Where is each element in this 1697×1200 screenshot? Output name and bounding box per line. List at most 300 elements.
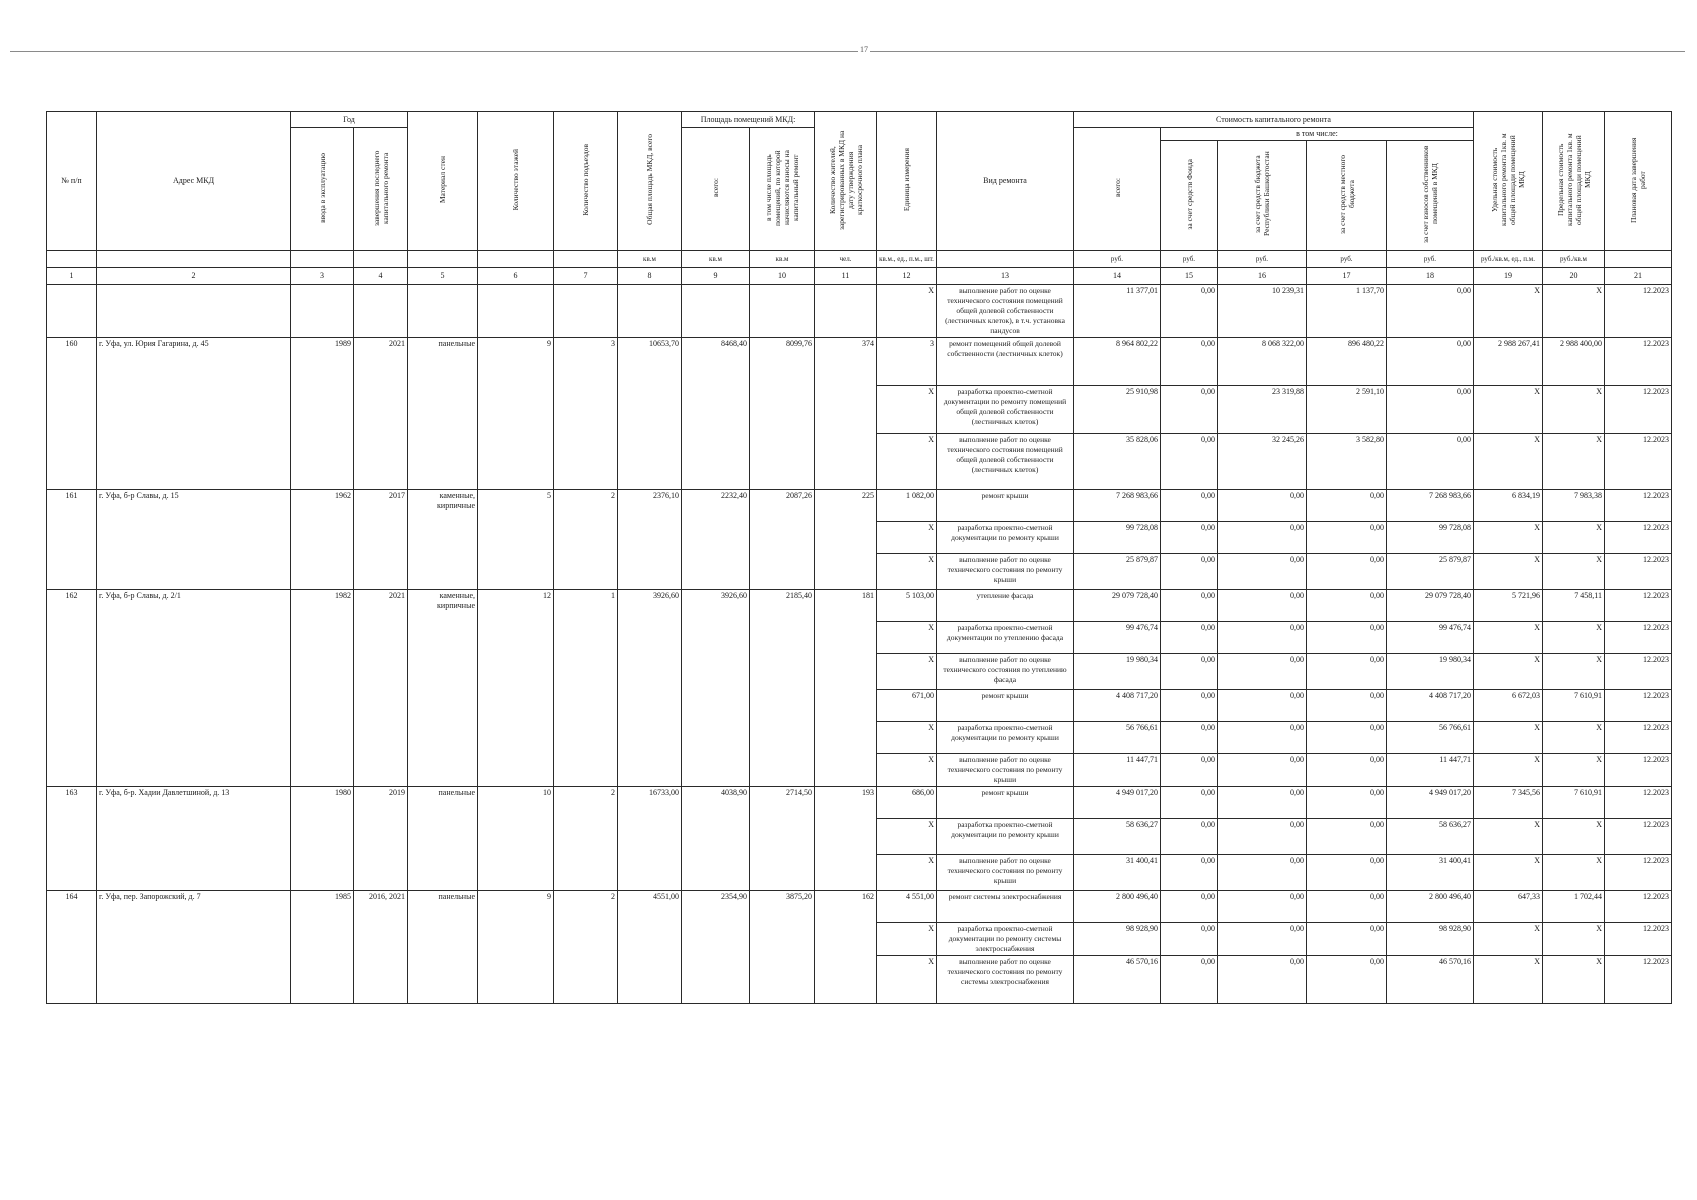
cost-owners: 4 408 717,20 [1387, 690, 1474, 722]
plan-date: 12.2023 [1605, 754, 1672, 787]
cost-rb: 0,00 [1218, 722, 1307, 754]
max-cost: X [1543, 285, 1605, 338]
specific-cost: X [1474, 722, 1543, 754]
work-type: утепление фасада [937, 590, 1074, 622]
unit-value: 5 103,00 [877, 590, 937, 622]
cost-total: 31 400,41 [1074, 855, 1161, 891]
unit-value: 4 551,00 [877, 891, 937, 923]
work-type: выполнение работ по оценке технического состояния помещений общей долевой собственности (лестничных клеток), в т.ч. установка пандусов [937, 285, 1074, 338]
header-premises-repair: в том числе площадь помещений, по которой начисляются взносы на капитальный ремонт [750, 128, 815, 251]
plan-date: 12.2023 [1605, 434, 1672, 490]
specific-cost: 7 345,56 [1474, 787, 1543, 819]
cost-local: 0,00 [1307, 891, 1387, 923]
cost-local: 0,00 [1307, 522, 1387, 554]
row-year-commission: 1962 [291, 490, 354, 590]
max-cost: 7 983,38 [1543, 490, 1605, 522]
specific-cost: X [1474, 522, 1543, 554]
cost-rb: 0,00 [1218, 819, 1307, 855]
table-row [47, 787, 1672, 819]
empty-cell [97, 285, 291, 338]
header-num: № п/п [47, 112, 97, 251]
cost-owners: 0,00 [1387, 434, 1474, 490]
cost-owners: 0,00 [1387, 386, 1474, 434]
cost-total: 98 928,90 [1074, 923, 1161, 956]
row-wall-material: каменные, кирпичные [408, 490, 478, 590]
cost-owners: 25 879,87 [1387, 554, 1474, 590]
unit-value: X [877, 754, 937, 787]
header-budget-local: за счет средств местного бюджета [1307, 141, 1387, 251]
row-wall-material: панельные [408, 787, 478, 891]
col-number: 21 [1605, 268, 1672, 285]
cost-owners: 46 570,16 [1387, 956, 1474, 1004]
row-num: 161 [47, 490, 97, 590]
work-type: выполнение работ по оценке технического состояния по утеплению фасада [937, 654, 1074, 690]
work-type: разработка проектно-сметной документации по утеплению фасада [937, 622, 1074, 654]
row-address: г. Уфа, б-р Славы, д. 2/1 [97, 590, 291, 787]
unit-value: 671,00 [877, 690, 937, 722]
header-specific-cost: Удельная стоимость капитального ремонта 1кв. м общей площади помещений МКД [1474, 112, 1543, 251]
cost-total: 56 766,61 [1074, 722, 1161, 754]
row-premises-total: 4038,90 [682, 787, 750, 891]
continuation-row [47, 285, 1672, 338]
unit-value: X [877, 654, 937, 690]
unit-c20: руб./кв.м [1543, 251, 1605, 268]
cost-local: 0,00 [1307, 787, 1387, 819]
row-premises-repair: 2087,26 [750, 490, 815, 590]
cost-rb: 0,00 [1218, 754, 1307, 787]
header-year-last-repair: завершения последнего капитального ремонта [354, 128, 408, 251]
cost-local: 0,00 [1307, 923, 1387, 956]
plan-date: 12.2023 [1605, 522, 1672, 554]
row-floors: 9 [478, 338, 554, 490]
max-cost: 7 458,11 [1543, 590, 1605, 622]
row-floors: 5 [478, 490, 554, 590]
row-total-area: 10653,70 [618, 338, 682, 490]
specific-cost: 6 672,03 [1474, 690, 1543, 722]
cost-owners: 0,00 [1387, 338, 1474, 386]
row-premises-repair: 3875,20 [750, 891, 815, 1004]
row-entrances: 1 [554, 590, 618, 787]
row-floors: 10 [478, 787, 554, 891]
cost-total: 7 268 983,66 [1074, 490, 1161, 522]
unit-c11: чел. [815, 251, 877, 268]
empty-cell [354, 285, 408, 338]
unit-cell [354, 251, 408, 268]
col-number: 15 [1161, 268, 1218, 285]
cost-rb: 0,00 [1218, 490, 1307, 522]
cost-local: 0,00 [1307, 690, 1387, 722]
max-cost: X [1543, 722, 1605, 754]
row-premises-total: 2232,40 [682, 490, 750, 590]
table-row [47, 490, 1672, 522]
cost-rb: 0,00 [1218, 622, 1307, 654]
cost-owners: 2 800 496,40 [1387, 891, 1474, 923]
cost-rb: 0,00 [1218, 923, 1307, 956]
empty-cell [815, 285, 877, 338]
row-entrances: 2 [554, 490, 618, 590]
row-premises-repair: 8099,76 [750, 338, 815, 490]
row-total-area: 4551,00 [618, 891, 682, 1004]
header-year-group: Год [291, 112, 408, 128]
header-residents: Количество жителей, зарегистрированных в МКД на дату утверждения краткосрочного плана [815, 112, 877, 251]
col-number: 9 [682, 268, 750, 285]
header-premises-total: всего: [682, 128, 750, 251]
row-year-commission: 1982 [291, 590, 354, 787]
cost-local: 0,00 [1307, 490, 1387, 522]
cost-total: 99 476,74 [1074, 622, 1161, 654]
cost-fund: 0,00 [1161, 622, 1218, 654]
unit-c14: руб. [1074, 251, 1161, 268]
max-cost: X [1543, 754, 1605, 787]
unit-c16: руб. [1218, 251, 1307, 268]
max-cost: 7 610,91 [1543, 787, 1605, 819]
cost-owners: 31 400,41 [1387, 855, 1474, 891]
header-year-commission: ввода в эксплуатацию [291, 128, 354, 251]
unit-value: X [877, 855, 937, 891]
cost-total: 25 910,98 [1074, 386, 1161, 434]
specific-cost: X [1474, 554, 1543, 590]
row-year-last-repair: 2021 [354, 338, 408, 490]
cost-fund: 0,00 [1161, 386, 1218, 434]
cost-fund: 0,00 [1161, 855, 1218, 891]
specific-cost: X [1474, 386, 1543, 434]
plan-date: 12.2023 [1605, 590, 1672, 622]
page-top-rule [10, 51, 1685, 52]
specific-cost: 5 721,96 [1474, 590, 1543, 622]
cost-owners: 19 980,34 [1387, 654, 1474, 690]
cost-rb: 32 245,26 [1218, 434, 1307, 490]
row-total-area: 16733,00 [618, 787, 682, 891]
cost-fund: 0,00 [1161, 434, 1218, 490]
cost-rb: 0,00 [1218, 787, 1307, 819]
col-number: 8 [618, 268, 682, 285]
empty-cell [291, 285, 354, 338]
cost-local: 0,00 [1307, 590, 1387, 622]
unit-cell [478, 251, 554, 268]
cost-fund: 0,00 [1161, 891, 1218, 923]
plan-date: 12.2023 [1605, 654, 1672, 690]
col-number: 1 [47, 268, 97, 285]
empty-cell [47, 285, 97, 338]
cost-local: 0,00 [1307, 622, 1387, 654]
cost-total: 25 879,87 [1074, 554, 1161, 590]
row-entrances: 3 [554, 338, 618, 490]
unit-value: X [877, 956, 937, 1004]
cost-fund: 0,00 [1161, 554, 1218, 590]
cost-total: 2 800 496,40 [1074, 891, 1161, 923]
cost-fund: 0,00 [1161, 690, 1218, 722]
cost-owners: 98 928,90 [1387, 923, 1474, 956]
unit-value: X [877, 819, 937, 855]
cost-fund: 0,00 [1161, 522, 1218, 554]
cost-fund: 0,00 [1161, 956, 1218, 1004]
max-cost: X [1543, 923, 1605, 956]
unit-c12: кв.м., ед., п.м., шт. [877, 251, 937, 268]
cost-local: 896 480,22 [1307, 338, 1387, 386]
col-number: 5 [408, 268, 478, 285]
row-year-commission: 1980 [291, 787, 354, 891]
work-type: ремонт крыши [937, 787, 1074, 819]
cost-total: 58 636,27 [1074, 819, 1161, 855]
unit-c10: кв.м [750, 251, 815, 268]
header-plan-date: Плановая дата завершения работ [1605, 112, 1672, 251]
row-total-area: 3926,60 [618, 590, 682, 787]
header-fund: за счет средств Фонда [1161, 141, 1218, 251]
plan-date: 12.2023 [1605, 338, 1672, 386]
work-type: разработка проектно-сметной документации по ремонту крыши [937, 819, 1074, 855]
row-residents: 193 [815, 787, 877, 891]
unit-cell [291, 251, 354, 268]
col-number: 17 [1307, 268, 1387, 285]
specific-cost: X [1474, 654, 1543, 690]
specific-cost: X [1474, 956, 1543, 1004]
unit-value: X [877, 285, 937, 338]
cost-local: 0,00 [1307, 855, 1387, 891]
page-number: 17 [860, 45, 868, 54]
cost-rb: 23 319,88 [1218, 386, 1307, 434]
max-cost: 2 988 400,00 [1543, 338, 1605, 386]
cost-rb: 10 239,31 [1218, 285, 1307, 338]
cost-total: 19 980,34 [1074, 654, 1161, 690]
row-address: г. Уфа, ул. Юрия Гагарина, д. 45 [97, 338, 291, 490]
unit-c9: кв.м [682, 251, 750, 268]
max-cost: X [1543, 622, 1605, 654]
col-number: 13 [937, 268, 1074, 285]
row-year-last-repair: 2016, 2021 [354, 891, 408, 1004]
row-total-area: 2376,10 [618, 490, 682, 590]
unit-cell [408, 251, 478, 268]
unit-value: X [877, 923, 937, 956]
capital-repair-table [46, 111, 1672, 1004]
row-address: г. Уфа, б-р. Хадии Давлетшиной, д. 13 [97, 787, 291, 891]
work-type: разработка проектно-сметной документации по ремонту крыши [937, 522, 1074, 554]
unit-value: 3 [877, 338, 937, 386]
plan-date: 12.2023 [1605, 285, 1672, 338]
cost-local: 0,00 [1307, 754, 1387, 787]
cost-local: 0,00 [1307, 654, 1387, 690]
unit-cell [937, 251, 1074, 268]
table-row [47, 338, 1672, 386]
header-unit: Единица измерения [877, 112, 937, 251]
unit-value: 1 082,00 [877, 490, 937, 522]
plan-date: 12.2023 [1605, 622, 1672, 654]
table-row [47, 891, 1672, 923]
work-type: разработка проектно-сметной документации по ремонту системы электроснабжения [937, 923, 1074, 956]
col-number: 11 [815, 268, 877, 285]
cost-total: 29 079 728,40 [1074, 590, 1161, 622]
empty-cell [408, 285, 478, 338]
unit-value: X [877, 434, 937, 490]
cost-owners: 0,00 [1387, 285, 1474, 338]
row-year-commission: 1985 [291, 891, 354, 1004]
header-cost-group: Стоимость капитального ремонта [1074, 112, 1474, 128]
cost-owners: 29 079 728,40 [1387, 590, 1474, 622]
cost-rb: 0,00 [1218, 522, 1307, 554]
work-type: ремонт крыши [937, 490, 1074, 522]
row-residents: 374 [815, 338, 877, 490]
row-wall-material: панельные [408, 891, 478, 1004]
col-number: 7 [554, 268, 618, 285]
cost-rb: 0,00 [1218, 956, 1307, 1004]
plan-date: 12.2023 [1605, 891, 1672, 923]
cost-total: 35 828,06 [1074, 434, 1161, 490]
col-number: 12 [877, 268, 937, 285]
plan-date: 12.2023 [1605, 787, 1672, 819]
work-type: выполнение работ по оценке технического состояния по ремонту крыши [937, 754, 1074, 787]
cost-fund: 0,00 [1161, 490, 1218, 522]
plan-date: 12.2023 [1605, 690, 1672, 722]
unit-value: X [877, 554, 937, 590]
cost-total: 11 377,01 [1074, 285, 1161, 338]
empty-cell [750, 285, 815, 338]
row-floors: 9 [478, 891, 554, 1004]
unit-c15: руб. [1161, 251, 1218, 268]
specific-cost: 2 988 267,41 [1474, 338, 1543, 386]
header-owners: за счет взносов собственников помещений в МКД [1387, 141, 1474, 251]
cost-fund: 0,00 [1161, 285, 1218, 338]
header-entrances: Количество подъездов [554, 112, 618, 251]
header-total-area: Общая площадь МКД, всего [618, 112, 682, 251]
col-number: 4 [354, 268, 408, 285]
specific-cost: 647,33 [1474, 891, 1543, 923]
header-floors: Количество этажей [478, 112, 554, 251]
header-incl: в том числе: [1161, 128, 1474, 141]
col-number: 19 [1474, 268, 1543, 285]
specific-cost: X [1474, 754, 1543, 787]
work-type: выполнение работ по оценке технического состояния по ремонту крыши [937, 855, 1074, 891]
plan-date: 12.2023 [1605, 722, 1672, 754]
work-type: выполнение работ по оценке технического состояния помещений общей долевой собственности (лестничных клеток) [937, 434, 1074, 490]
cost-local: 0,00 [1307, 819, 1387, 855]
row-premises-total: 8468,40 [682, 338, 750, 490]
specific-cost: X [1474, 285, 1543, 338]
work-type: ремонт крыши [937, 690, 1074, 722]
col-number: 2 [97, 268, 291, 285]
max-cost: X [1543, 819, 1605, 855]
unit-value: 686,00 [877, 787, 937, 819]
cost-local: 0,00 [1307, 722, 1387, 754]
row-address: г. Уфа, б-р Славы, д. 15 [97, 490, 291, 590]
row-residents: 181 [815, 590, 877, 787]
work-type: разработка проектно-сметной документации по ремонту крыши [937, 722, 1074, 754]
col-number: 3 [291, 268, 354, 285]
cost-rb: 0,00 [1218, 891, 1307, 923]
specific-cost: X [1474, 434, 1543, 490]
plan-date: 12.2023 [1605, 490, 1672, 522]
row-num: 162 [47, 590, 97, 787]
work-type: разработка проектно-сметной документации по ремонту помещений общей долевой собственности (лестничных клеток) [937, 386, 1074, 434]
col-number: 16 [1218, 268, 1307, 285]
unit-c18: руб. [1387, 251, 1474, 268]
row-entrances: 2 [554, 787, 618, 891]
specific-cost: X [1474, 622, 1543, 654]
plan-date: 12.2023 [1605, 923, 1672, 956]
cost-fund: 0,00 [1161, 787, 1218, 819]
row-premises-total: 2354,90 [682, 891, 750, 1004]
unit-value: X [877, 386, 937, 434]
cost-local: 1 137,70 [1307, 285, 1387, 338]
cost-local: 2 591,10 [1307, 386, 1387, 434]
empty-cell [618, 285, 682, 338]
work-type: выполнение работ по оценке технического состояния по ремонту системы электроснабжения [937, 956, 1074, 1004]
row-premises-total: 3926,60 [682, 590, 750, 787]
max-cost: X [1543, 554, 1605, 590]
plan-date: 12.2023 [1605, 554, 1672, 590]
specific-cost: X [1474, 923, 1543, 956]
plan-date: 12.2023 [1605, 956, 1672, 1004]
specific-cost: X [1474, 855, 1543, 891]
cost-fund: 0,00 [1161, 754, 1218, 787]
plan-date: 12.2023 [1605, 819, 1672, 855]
col-number: 10 [750, 268, 815, 285]
cost-rb: 0,00 [1218, 590, 1307, 622]
work-type: ремонт помещений общей долевой собственности (лестничных клеток) [937, 338, 1074, 386]
row-year-commission: 1989 [291, 338, 354, 490]
unit-cell [97, 251, 291, 268]
max-cost: X [1543, 855, 1605, 891]
max-cost: X [1543, 434, 1605, 490]
cost-local: 0,00 [1307, 956, 1387, 1004]
cost-rb: 0,00 [1218, 690, 1307, 722]
header-wall-material: Материал стен [408, 112, 478, 251]
max-cost: X [1543, 522, 1605, 554]
unit-value: X [877, 622, 937, 654]
table-row [47, 590, 1672, 622]
cost-total: 4 408 717,20 [1074, 690, 1161, 722]
cost-fund: 0,00 [1161, 338, 1218, 386]
row-num: 163 [47, 787, 97, 891]
col-number: 20 [1543, 268, 1605, 285]
header-work-type: Вид ремонта [937, 112, 1074, 251]
row-address: г. Уфа, пер. Запорожский, д. 7 [97, 891, 291, 1004]
cost-owners: 58 636,27 [1387, 819, 1474, 855]
unit-c17: руб. [1307, 251, 1387, 268]
cost-fund: 0,00 [1161, 722, 1218, 754]
cost-local: 0,00 [1307, 554, 1387, 590]
unit-value: X [877, 722, 937, 754]
row-num: 164 [47, 891, 97, 1004]
cost-total: 4 949 017,20 [1074, 787, 1161, 819]
row-premises-repair: 2714,50 [750, 787, 815, 891]
empty-cell [478, 285, 554, 338]
max-cost: 1 702,44 [1543, 891, 1605, 923]
row-residents: 225 [815, 490, 877, 590]
col-number: 14 [1074, 268, 1161, 285]
cost-fund: 0,00 [1161, 819, 1218, 855]
cost-total: 99 728,08 [1074, 522, 1161, 554]
header-address: Адрес МКД [97, 112, 291, 251]
row-entrances: 2 [554, 891, 618, 1004]
max-cost: X [1543, 654, 1605, 690]
cost-owners: 56 766,61 [1387, 722, 1474, 754]
cost-rb: 0,00 [1218, 654, 1307, 690]
unit-cell [47, 251, 97, 268]
max-cost: X [1543, 956, 1605, 1004]
row-num: 160 [47, 338, 97, 490]
cost-rb: 0,00 [1218, 855, 1307, 891]
row-year-last-repair: 2019 [354, 787, 408, 891]
col-number: 18 [1387, 268, 1474, 285]
cost-total: 8 964 802,22 [1074, 338, 1161, 386]
row-premises-repair: 2185,40 [750, 590, 815, 787]
row-floors: 12 [478, 590, 554, 787]
row-wall-material: панельные [408, 338, 478, 490]
specific-cost: X [1474, 819, 1543, 855]
cost-total: 46 570,16 [1074, 956, 1161, 1004]
max-cost: 7 610,91 [1543, 690, 1605, 722]
cost-fund: 0,00 [1161, 923, 1218, 956]
cost-owners: 7 268 983,66 [1387, 490, 1474, 522]
